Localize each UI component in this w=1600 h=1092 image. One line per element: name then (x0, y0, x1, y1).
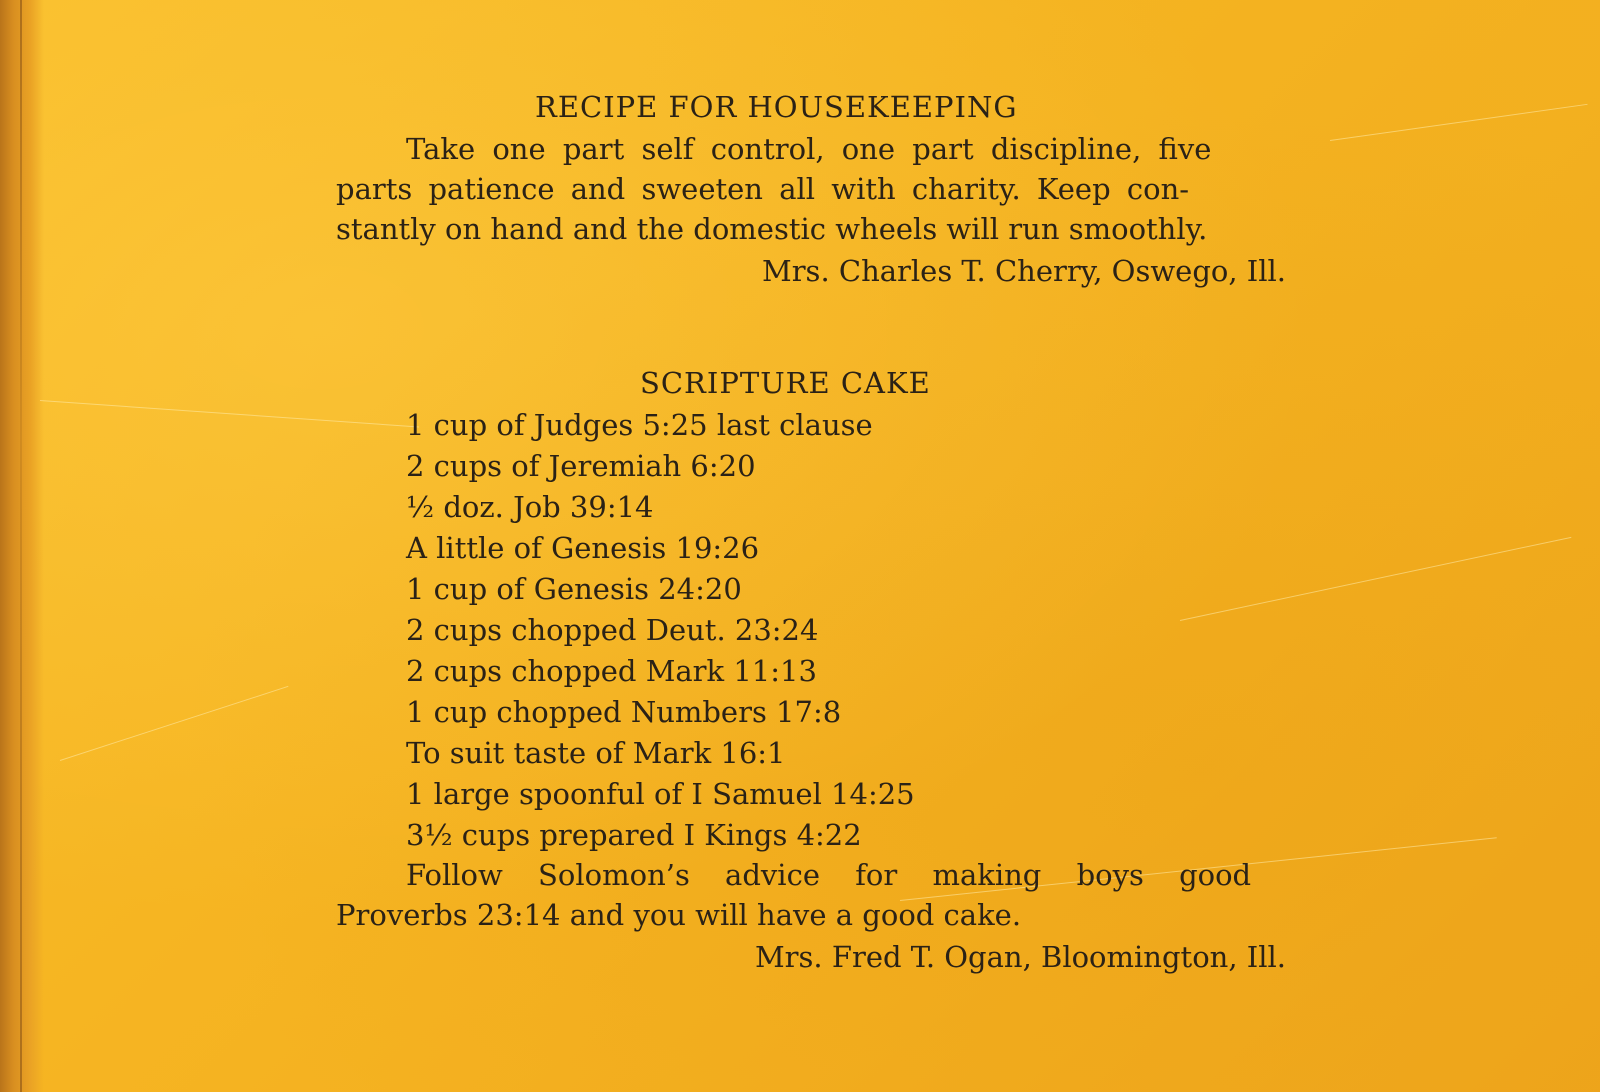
paper-crease (40, 400, 419, 428)
housekeeping-line-2: parts patience and sweeten all with charity. Keep con- (336, 172, 1190, 206)
ingredient-line: 3½ cups prepared I Kings 4:22 (406, 818, 862, 852)
paper-crease (1330, 104, 1588, 141)
book-spine (0, 0, 44, 1092)
ingredient-line: 2 cups of Jeremiah 6:20 (406, 449, 756, 483)
ingredient-line: 1 cup chopped Numbers 17:8 (406, 695, 842, 729)
scripture-cake-signature: Mrs. Fred T. Ogan, Bloomington, Ill. (754, 940, 1286, 974)
ingredient-line: To suit taste of Mark 16:1 (406, 736, 786, 770)
housekeeping-line-3: stantly on hand and the domestic wheels will run smoothly. (336, 212, 1208, 246)
ingredient-line: 1 cup of Judges 5:25 last clause (406, 408, 873, 442)
paper-crease (1180, 537, 1571, 621)
closing-line-1: Follow Solomon’s advice for making boys good (406, 858, 1252, 892)
ingredient-line: 2 cups chopped Mark 11:13 (406, 654, 817, 688)
housekeeping-line-1: Take one part self control, one part discipline, five (406, 132, 1212, 166)
ingredient-line: ½ doz. Job 39:14 (406, 490, 654, 524)
closing-line-2: Proverbs 23:14 and you will have a good cake. (336, 898, 1022, 932)
ingredient-line: 2 cups chopped Deut. 23:24 (406, 613, 819, 647)
housekeeping-signature: Mrs. Charles T. Cherry, Oswego, Ill. (762, 254, 1286, 288)
housekeeping-title: RECIPE FOR HOUSEKEEPING (535, 90, 1018, 124)
spine-binding-line (20, 0, 22, 1092)
ingredient-line: 1 cup of Genesis 24:20 (406, 572, 742, 606)
paper-crease (60, 686, 289, 761)
ingredient-line: A little of Genesis 19:26 (406, 531, 760, 565)
scripture-cake-title: SCRIPTURE CAKE (640, 366, 931, 400)
ingredient-line: 1 large spoonful of I Samuel 14:25 (406, 777, 915, 811)
